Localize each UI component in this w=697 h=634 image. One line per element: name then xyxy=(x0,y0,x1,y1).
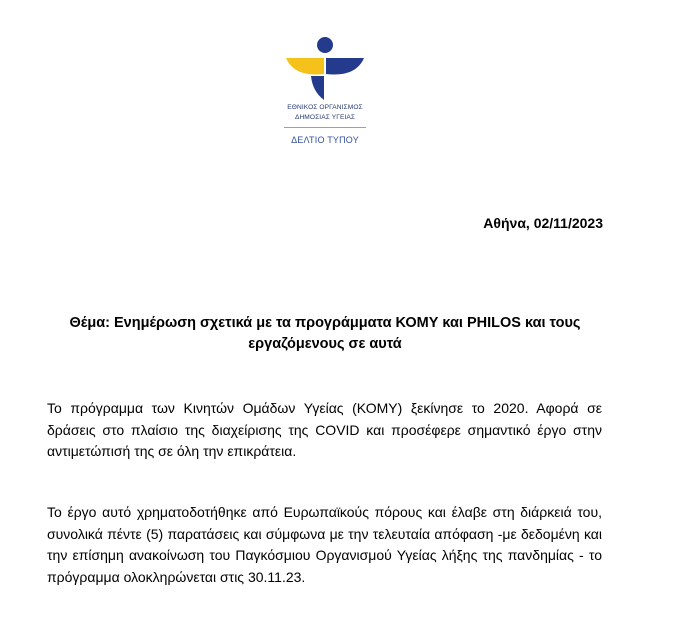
subject-heading xyxy=(60,313,590,355)
subject-line-2: εργαζόμενους σε αυτά xyxy=(248,336,402,352)
eody-emblem-icon xyxy=(284,36,366,102)
body-paragraph-2: Το έργο αυτό χρηματοδοτήθηκε από Ευρωπαϊκούς πόρους και έλαβε στη διάρκειά του, συνολικά πέντε (5) παρατάσεις και σύμφωνα με την τελευταία απόφαση -με δεδομένη και την επίσημη ανακοίνωση του Παγκόσμιου Οργανισμού Υγείας λήξης της πανδημίας - το πρόγραμμα ολοκληρώνεται στις 30.11.23. xyxy=(47,504,602,585)
org-name-line-2: ΔΗΜΟΣΙΑΣ ΥΓΕΙΑΣ xyxy=(294,114,356,121)
subject-line-1: Θέμα: Ενημέρωση σχετικά με τα προγράμματα ΚΟΜΥ και PHILOS και τους xyxy=(69,315,581,331)
body-paragraph-1: Το πρόγραμμα των Κινητών Ομάδων Υγείας (ΚΟΜΥ) ξεκίνησε το 2020. Αφορά σε δράσεις στο πλαίσιο της διαχείρισης της COVID και προσέφερε σημαντικό έργο στην αντιμετώπισή της σε όλη την επικράτεια. xyxy=(47,400,602,459)
org-name-line-1: ΕΘΝΙΚΟΣ ΟΡΓΑΝΙΣΜΟΣ xyxy=(287,104,363,111)
emblem-navy-stem xyxy=(311,76,324,100)
eody-logo xyxy=(284,36,366,148)
document-date: Αθήνα, 02/11/2023 xyxy=(483,215,603,231)
press-release-label: ΔΕΛΤΙΟ ΤΥΠΟΥ xyxy=(291,135,359,145)
emblem-navy-arm xyxy=(326,58,364,74)
emblem-head-dot xyxy=(317,37,333,53)
emblem-yellow-arm xyxy=(286,58,324,74)
logo-divider xyxy=(284,127,366,128)
